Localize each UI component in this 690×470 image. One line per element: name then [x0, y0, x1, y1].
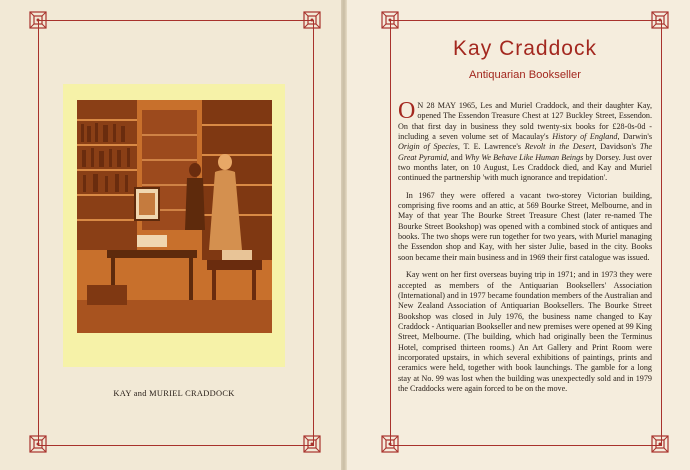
- page-title: Kay Craddock: [453, 37, 597, 60]
- corner-ornament-icon: [650, 10, 670, 30]
- page-subtitle: Antiquarian Bookseller: [469, 69, 581, 81]
- photo-caption: KAY and MURIEL CRADDOCK: [113, 389, 235, 398]
- corner-ornament-icon: [28, 434, 48, 454]
- corner-ornament-icon: [380, 434, 400, 454]
- bookshop-photo: [77, 100, 272, 333]
- corner-ornament-icon: [302, 434, 322, 454]
- paragraph-3: Kay went on her first overseas buying trip in 1971; and in 1973 they were accepted as members of the Antiquarian Booksellers' Association (International) and in 1977 became foundation members of the Australian and New Zealand Association of Antiquarian Booksellers. The Bourke Street Bookshop was closed in July 1976, the business name changed to Kay Craddock - Antiquarian Bookseller and new premises were opened at 99 King Street, Melbourne. (The building, which had originally been the Terminus Hotel, comprised thirteen rooms.) An Art Gallery and Print Room were incorporated upstairs, in which several exhibitions of paintings, prints and ceramics were held, together with book launchings. The gamble for a long stay at No. 99 was lost when the building was unexpectedly sold and in 1979 the Craddocks were again forced to be on the move.: [398, 270, 652, 393]
- corner-ornament-icon: [650, 434, 670, 454]
- paragraph-1: O N 28 MAY 1965, Les and Muriel Craddock, and their daughter Kay, opened The Essendon Treasure Chest at 127 Buckley Street, Essendon. On that first day in business they sold twenty-six books for £28-0s-0d - including a seven volume set of Macaulay's History of England, Darwin's Origin of Species, T. E. Lawrence's Revolt in the Desert, Davidson's The Great Pyramid, and Why We Behave Like Human Beings by Dorsey. Just over two months later, on 10 August, Les Craddock died, and Kay and Muriel continued the partnership 'with much ignorance and trepidation'.: [398, 98, 653, 183]
- corner-ornament-icon: [380, 10, 400, 30]
- corner-ornament-icon: [302, 10, 322, 30]
- corner-ornament-icon: [28, 10, 48, 30]
- book-spine: [341, 0, 347, 470]
- history-text: [398, 98, 653, 401]
- drop-cap: O: [398, 98, 416, 124]
- paragraph-2: In 1967 they were offered a vacant two-storey Victorian building, comprising five rooms and an attic, at 569 Bourke Street, Melbourne, and in May of that year The Bourke Street Treasure Chest (later re-named The Bourke Street Bookshop) was opened with a combined stock of antiques and books. The two shops were run together for two years, with Muriel managing the Essendon shop and Kay, with her sister Julie, based in the city. Books soon became their main business and in 1969 their first catalogue was issued.: [398, 190, 652, 262]
